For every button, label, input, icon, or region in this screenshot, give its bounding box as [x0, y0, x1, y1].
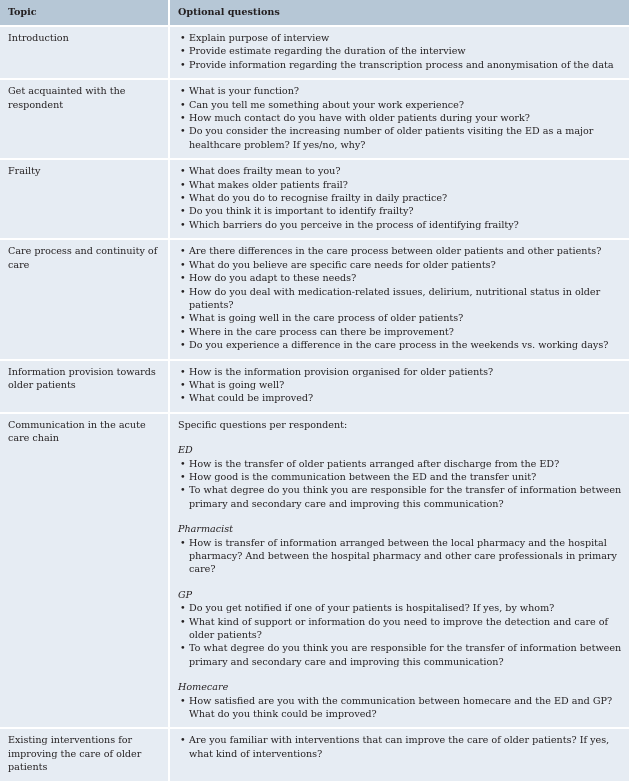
table-row	[0, 27, 629, 80]
respondent-label: ED	[178, 445, 193, 457]
topic-cell: Introduction	[0, 27, 168, 80]
list-item: • What kind of support or information do you need to improve the detection and care of older patients?	[178, 616, 625, 643]
header-row	[0, 0, 629, 27]
list-item: • How do you adapt to these needs?	[178, 272, 625, 285]
list-item: • Are you familiar with interventions that can improve the care of older patients? If yes, what kind of interventions?	[178, 734, 625, 761]
list-item: • What is your function?	[178, 85, 625, 98]
list-item: • To what degree do you think you are responsible for the transfer of information between primary and secondary care and improving this communication?	[178, 484, 625, 511]
list-item: • How is transfer of information arranged between the local pharmacy and the hospital pharmacy? And between the hospital pharmacy and other care professionals in primary care?	[178, 537, 625, 577]
respondent-group-gp	[178, 589, 625, 669]
question-list	[178, 32, 625, 72]
questions-cell	[168, 729, 629, 782]
respondent-intro: Specific questions per respondent:	[178, 419, 348, 431]
question-list	[178, 85, 625, 152]
table-row	[0, 240, 629, 360]
header-questions: Optional questions	[168, 0, 629, 27]
respondent-group-pharmacist	[178, 523, 625, 577]
questions-cell	[168, 80, 629, 160]
list-item: • What is going well?	[178, 379, 625, 392]
topic-cell: Frailty	[0, 160, 168, 240]
question-list	[178, 695, 625, 722]
question-list	[178, 366, 625, 406]
list-item: • Are there differences in the care process between older patients and other patients?	[178, 245, 625, 258]
respondent-label: Pharmacist	[178, 524, 233, 536]
questions-cell	[168, 240, 629, 360]
topic-cell: Care process and continuity of care	[0, 240, 168, 360]
list-item: • How good is the communication between the ED and the transfer unit?	[178, 471, 625, 484]
list-item: • What is going well in the care process of older patients?	[178, 312, 625, 325]
list-item: • How satisfied are you with the communication between homecare and the ED and GP? What do you think could be improved?	[178, 695, 625, 722]
list-item: • Which barriers do you perceive in the process of identifying frailty?	[178, 219, 625, 232]
questions-cell	[168, 414, 629, 730]
list-item: • How do you deal with medication-related issues, delirium, nutritional status in older patients?	[178, 286, 625, 313]
table-row	[0, 729, 629, 782]
header-topic: Topic	[0, 0, 168, 27]
questions-cell	[168, 27, 629, 80]
list-item: • Do you experience a difference in the care process in the weekends vs. working days?	[178, 339, 625, 352]
list-item: • What makes older patients frail?	[178, 179, 625, 192]
respondent-group-homecare	[178, 681, 625, 721]
list-item: • Can you tell me something about your work experience?	[178, 99, 625, 112]
list-item: • Provide information regarding the transcription process and anonymisation of the data	[178, 59, 625, 72]
list-item: • What do you do to recognise frailty in daily practice?	[178, 192, 625, 205]
list-item: • How is the information provision organised for older patients?	[178, 366, 625, 379]
question-list	[178, 537, 625, 577]
question-list	[178, 458, 625, 512]
list-item: • To what degree do you think you are responsible for the transfer of information between primary and secondary care and improving this communication?	[178, 642, 625, 669]
question-list	[178, 734, 625, 761]
topic-cell: Existing interventions for improving the care of older patients	[0, 729, 168, 782]
question-list	[178, 245, 625, 352]
list-item: • Explain purpose of interview	[178, 32, 625, 45]
table-row	[0, 80, 629, 160]
list-item: • What do you believe are specific care needs for older patients?	[178, 259, 625, 272]
list-item: • How much contact do you have with older patients during your work?	[178, 112, 625, 125]
questions-cell	[168, 160, 629, 240]
respondent-label: GP	[178, 589, 193, 601]
respondent-group-ed	[178, 444, 625, 511]
table-row	[0, 160, 629, 240]
question-list	[178, 165, 625, 232]
list-item: • What does frailty mean to you?	[178, 165, 625, 178]
topic-cell: Information provision towards older patients	[0, 361, 168, 414]
table-row	[0, 414, 629, 730]
list-item: • How is the transfer of older patients arranged after discharge from the ED?	[178, 458, 625, 471]
list-item: • Where in the care process can there be improvement?	[178, 326, 625, 339]
topic-cell: Get acquainted with the respondent	[0, 80, 168, 160]
list-item: • Do you consider the increasing number of older patients visiting the ED as a major healthcare problem? If yes/no, why?	[178, 125, 625, 152]
list-item: • Do you think it is important to identify frailty?	[178, 205, 625, 218]
topic-cell: Communication in the acute care chain	[0, 414, 168, 730]
questions-cell	[168, 361, 629, 414]
table-row	[0, 361, 629, 414]
respondent-label: Homecare	[178, 682, 229, 694]
question-list	[178, 602, 625, 669]
list-item: • Do you get notified if one of your patients is hospitalised? If yes, by whom?	[178, 602, 625, 615]
list-item: • What could be improved?	[178, 392, 625, 405]
list-item: • Provide estimate regarding the duration of the interview	[178, 45, 625, 58]
